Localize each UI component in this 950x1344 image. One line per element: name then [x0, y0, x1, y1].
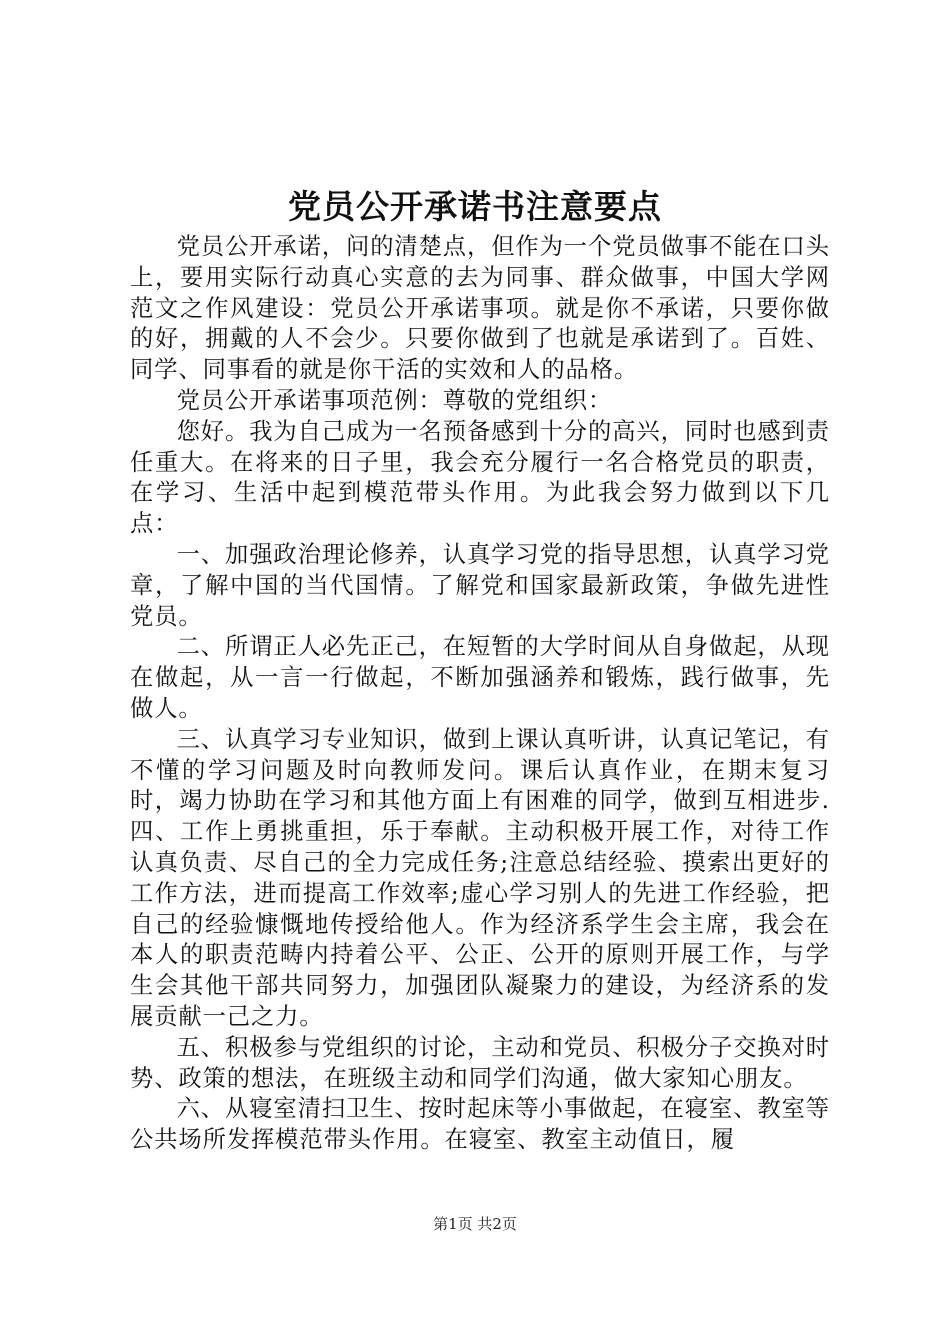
page-title: 党员公开承诺书注意要点: [288, 187, 662, 226]
paragraph-item-6: 六、从寝室清扫卫生、按时起床等小事做起，在寝室、教室等公共场所发挥模范带头作用。在寝室、教室主动值日，履: [130, 1095, 830, 1154]
paragraph-item-5: 五、积极参与党组织的讨论，主动和党员、积极分子交换对时势、政策的想法，在班级主动和同学们沟通，做大家知心朋友。: [130, 1033, 830, 1092]
paragraph-example-heading: 党员公开承诺事项范例：尊敬的党组织：: [176, 386, 613, 414]
document-body: [130, 232, 830, 1156]
paragraph-intro: 党员公开承诺，问的清楚点，但作为一个党员做事不能在口头上，要用实际行动真心实意的去为同事、群众做事，中国大学网范文之作风建设：党员公开承诺事项。就是你不承诺，只要你做的好，拥戴的人不会少。只要你做到了也就是承诺到了。百姓、同学、同事看的就是你干活的实效和人的品格。: [130, 233, 830, 384]
page-footer: 第1页 共2页: [433, 1215, 517, 1233]
paragraph-item-3-4: 三、认真学习专业知识，做到上课认真听讲，认真记笔记，有不懂的学习问题及时向教师发问。课后认真作业，在期末复习时，竭力协助在学习和其他方面上有困难的同学，做到互相进步.四、工作上勇挑重担，乐于奉献。主动积极开展工作，对待工作认真负责、尽自己的全力完成任务;注意总结经验、摸索出更好的工作方法，进而提高工作效率;虚心学习别人的先进工作经验，把自己的经验慷慨地传授给他人。作为经济系学生会主席，我会在本人的职责范畴内持着公平、公正、公开的原则开展工作，与学生会其他干部共同努力，加强团队凝聚力的建设，为经济系的发展贡献一己之力。: [130, 725, 830, 1030]
paragraph-item-1: 一、加强政治理论修养，认真学习党的指导思想，认真学习党章，了解中国的当代国情。了解党和国家最新政策，争做先进性党员。: [130, 540, 830, 630]
paragraph-item-2: 二、所谓正人必先正己，在短暂的大学时间从自身做起，从现在做起，从一言一行做起，不断加强涵养和锻炼，践行做事，先做人。: [130, 633, 830, 722]
paragraph-greeting: 您好。我为自己成为一名预备感到十分的高兴，同时也感到责任重大。在将来的日子里，我会充分履行一名合格党员的职责，在学习、生活中起到模范带头作用。为此我会努力做到以下几点：: [130, 417, 830, 538]
